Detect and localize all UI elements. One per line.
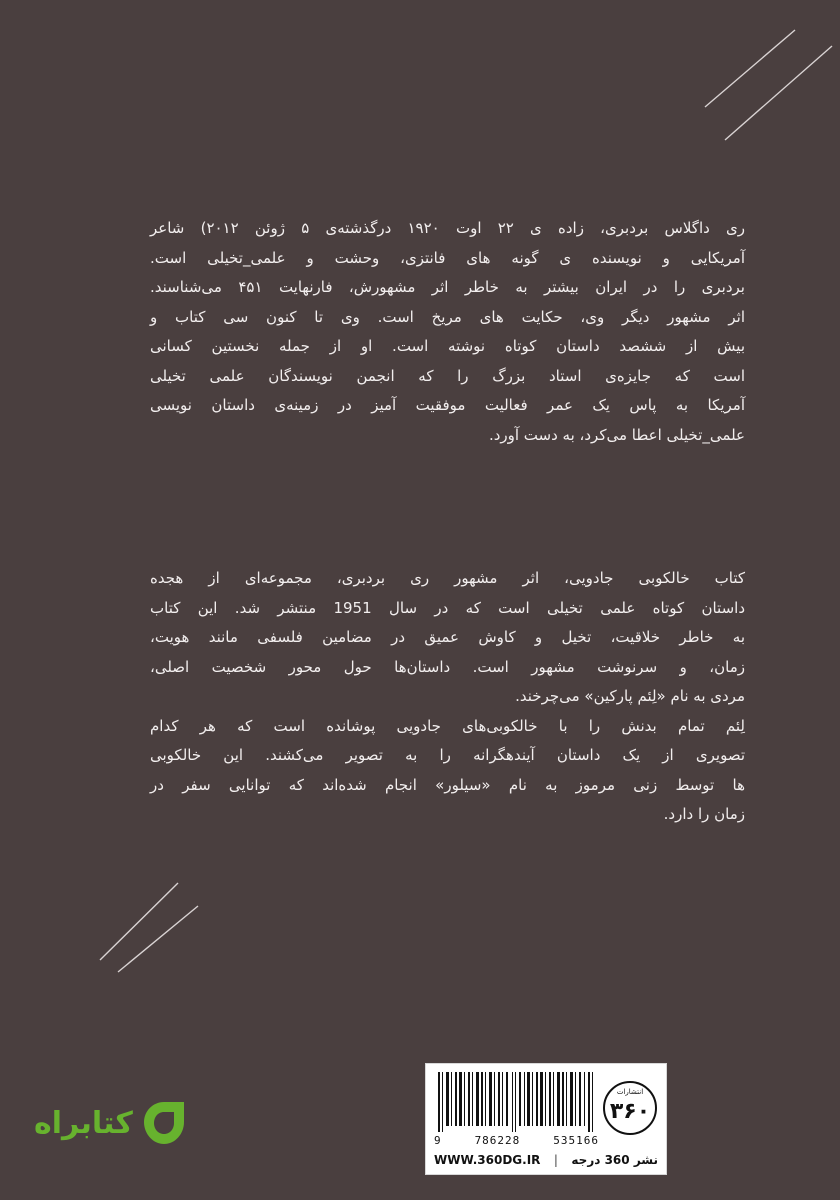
- text-line: داستان کوتاه علمی تخیلی است که در سال 1951 منتشر شد. این کتاب: [150, 598, 745, 617]
- isbn-barcode: [434, 1072, 599, 1132]
- text-line: بردبری را در ایران بیشتر به خاطر اثر مشهورش، فارنهایت ۴۵۱ می‌شناسند.: [150, 278, 745, 296]
- text-line: تصویری از یک داستان آیندهگرانه را به تصویر می‌کشند. این خالکوبی: [150, 746, 745, 764]
- text-line: آمریکا به پاس یک عمر فعالیت موفقیت آمیز در زمینه‌ی داستان نویسی: [150, 396, 745, 414]
- text-line: کتاب خالکوبی جادویی، اثر مشهور ری بردبری، مجموعه‌ای از هجده: [150, 569, 745, 587]
- text-line: اثر مشهور دیگر وی، حکایت های مریخ است. وی تا کنون سی کتاب و: [150, 307, 745, 326]
- logo-label: انتشارات: [616, 1088, 644, 1096]
- text-line: علمی_تخیلی اعطا می‌کرد، به دست آورد.: [488, 425, 745, 444]
- isbn-group-1: 786228: [474, 1134, 521, 1147]
- author-bio-paragraph: [150, 214, 745, 450]
- text-line: لِئم تمام بدنش را با خالکوبی‌های جادویی پوشانده است که هر کدام: [150, 716, 745, 735]
- bottom-left-line-2: [118, 906, 198, 972]
- publisher-360-logo: [602, 1072, 658, 1144]
- ketabrah-logo-icon: [139, 1098, 189, 1148]
- publisher-footer: [426, 1150, 666, 1170]
- text-line: است که جایزه‌ی استاد بزرگ را که انجمن نویسندگان علمی تخیلی: [150, 366, 745, 385]
- publisher-name: نشر 360 درجه: [571, 1153, 658, 1167]
- ketabrah-watermark: [34, 1098, 189, 1148]
- top-right-line-2: [725, 46, 832, 140]
- footer-separator: |: [553, 1153, 558, 1167]
- logo-number: ۳۶۰: [609, 1099, 651, 1124]
- text-line: بیش از ششصد داستان کوتاه نوشته است. او از جمله نخستین کسانی: [150, 337, 745, 355]
- text-line: آمریکایی و نویسنده ی گونه های فانتزی، وحشت و علمی_تخیلی است.: [150, 248, 745, 267]
- text-line: ها توسط زنی مرموز به نام «سیلور» انجام شده‌اند که توانایی سفر در: [150, 775, 745, 794]
- text-line: زمان، و سرنوشت مشهور است. داستان‌ها حول محور شخصیت اصلی،: [150, 657, 745, 676]
- isbn-group-2: 535166: [553, 1134, 599, 1147]
- text-line: زمان را دارد.: [663, 805, 745, 823]
- publisher-website: WWW.360DG.IR: [434, 1153, 541, 1167]
- bottom-left-line-1: [100, 883, 178, 960]
- barcode-panel: [425, 1063, 667, 1175]
- text-line: ری داگلاس بردبری، زاده ی ۲۲ اوت ۱۹۲۰ درگذشته‌ی ۵ ژوئن ۲۰۱۲) شاعر: [150, 219, 745, 237]
- isbn-number: [434, 1134, 599, 1147]
- top-right-line-1: [705, 30, 795, 107]
- text-line: مردی به نام «لِئم پارکین» می‌چرخند.: [515, 687, 745, 705]
- ketabrah-brand-text: کتابراه: [34, 1105, 133, 1141]
- isbn-prefix: 9: [434, 1134, 442, 1147]
- text-line: به خاطر خلاقیت، تخیل و کاوش عمیق در مضامین فلسفی مانند هویت،: [150, 628, 745, 646]
- book-summary-paragraph: [150, 564, 745, 830]
